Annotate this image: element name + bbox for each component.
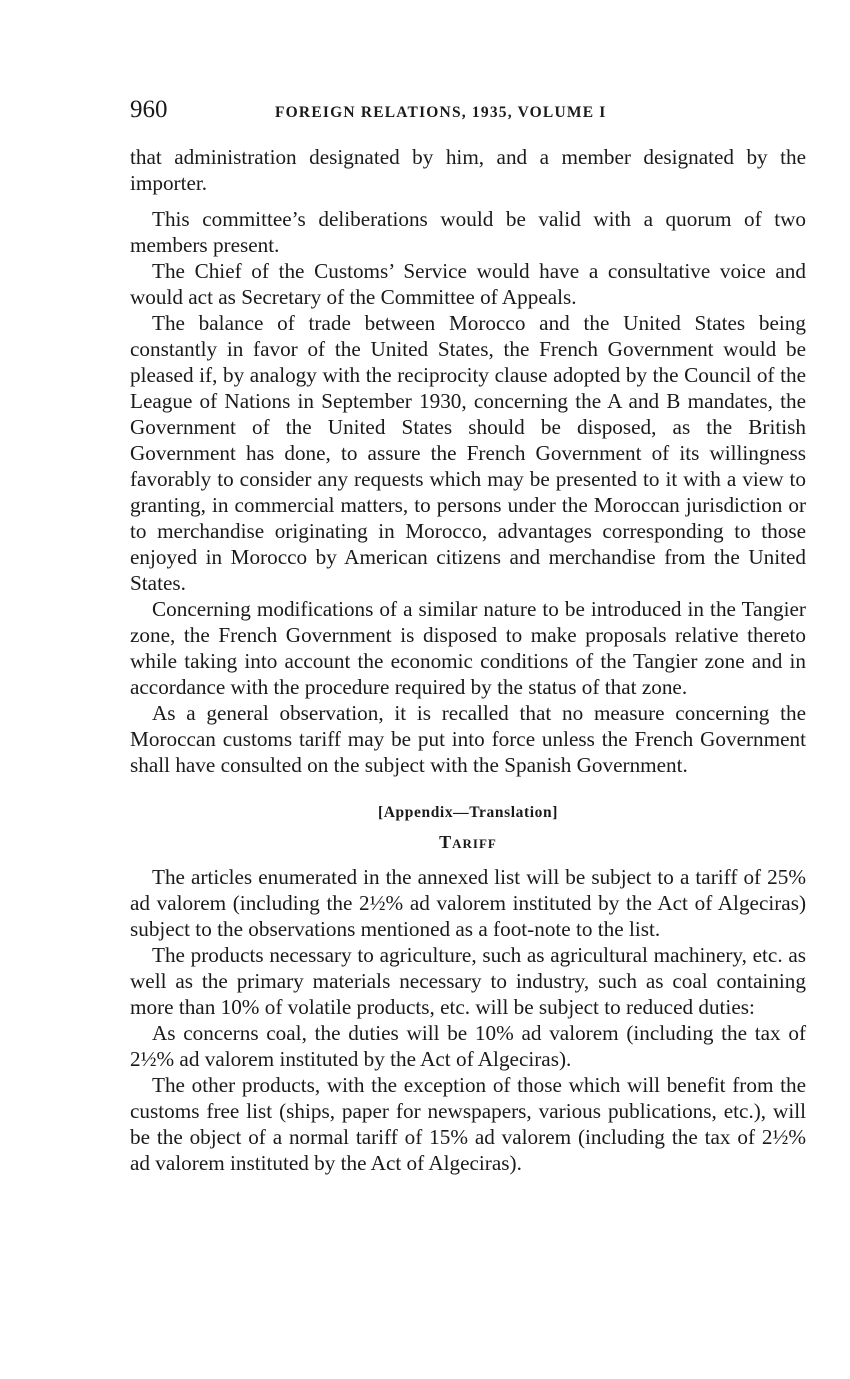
body-paragraph: The other products, with the exception of those which will benefit from the customs free list (ships, paper for newspapers, various publications, etc.), will be the object of a normal tariff of 15% ad valorem (including the tax of 2½% ad valorem instituted by the Act of Algeciras). (130, 1073, 806, 1175)
page-header (130, 96, 806, 130)
body-paragraph: The Chief of the Customs’ Service would have a consultative voice and would act as Secretary of the Committee of Appeals. (130, 259, 806, 309)
body-paragraph: that administration designated by him, and a member designated by the importer. (130, 145, 806, 195)
body-paragraph: The articles enumerated in the annexed list will be subject to a tariff of 25% ad valorem (including the 2½% ad valorem instituted by the Act of Algeciras) subject to the observations mentioned as a foot-note to the list. (130, 865, 806, 941)
section-title: Tariff (439, 832, 497, 852)
body-paragraph: As concerns coal, the duties will be 10% ad valorem (including the tax of 2½% ad valorem instituted by the Act of Algeciras). (130, 1021, 806, 1071)
body-paragraph: The balance of trade between Morocco and the United States being constantly in favor of the United States, the French Government would be pleased if, by analogy with the reciprocity clause adopted by the Council of the League of Nations in September 1930, concerning the A and B mandates, the Government of the United States should be disposed, as the British Government has done, to assure the French Government of its willingness favorably to consider any requests which may be presented to it with a view to granting, in commercial matters, to persons under the Moroccan jurisdiction or to merchandise originating in Morocco, advantages corresponding to those enjoyed in Morocco by American citizens and merchandise from the United States. (130, 311, 806, 595)
body-paragraph: This committee’s deliberations would be valid with a quorum of two members present. (130, 207, 806, 257)
body-paragraph: The products necessary to agriculture, such as agricultural machinery, etc. as well as the primary materials necessary to industry, such as coal containing more than 10% of volatile products, etc. will be subject to reduced duties: (130, 943, 806, 1019)
running-head: FOREIGN RELATIONS, 1935, VOLUME I (275, 104, 607, 121)
appendix-label: [Appendix—Translation] (378, 804, 558, 821)
body-paragraph: As a general observation, it is recalled that no measure concerning the Moroccan customs tariff may be put into force unless the French Government shall have consulted on the subject with the Spanish Government. (130, 701, 806, 777)
document-page (130, 96, 806, 1176)
body-paragraph: Concerning modifications of a similar nature to be introduced in the Tangier zone, the French Government is disposed to make proposals relative thereto while taking into account the economic conditions of the Tangier zone and in accordance with the procedure required by the status of that zone. (130, 597, 806, 699)
page-number: 960 (130, 96, 168, 123)
